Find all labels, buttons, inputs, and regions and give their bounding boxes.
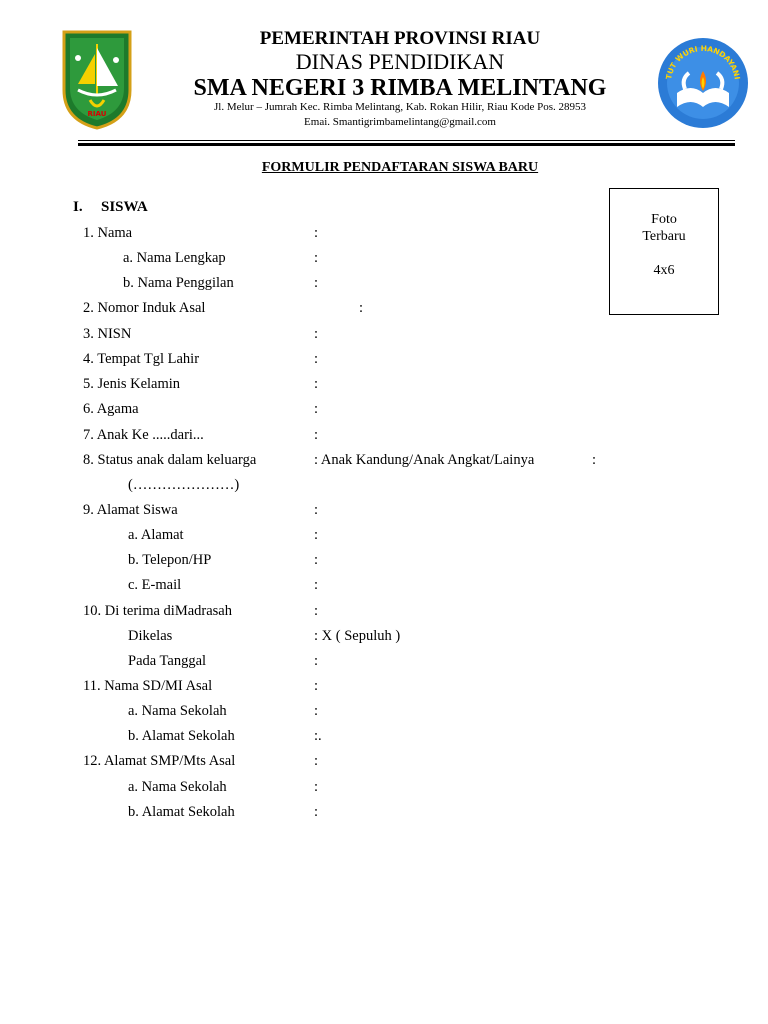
svg-text:RIAU: RIAU [87,110,107,118]
row-colon: : [314,804,319,820]
row-colon: : [314,427,319,443]
row-colon: : [314,502,319,518]
row-colon: : [314,351,319,367]
header-divider-thin [78,140,735,141]
row-label: 4. Tempat Tgl Lahir [83,351,200,367]
row-label: b. Alamat Sekolah [128,804,235,820]
row-label: (…………………) [128,477,240,493]
row-colon: : [314,326,319,342]
section-number: I. [73,199,83,215]
row-label: 5. Jenis Kelamin [83,376,181,392]
section-title [73,199,148,216]
photo-box-line2: Terbaru [642,229,686,244]
row-label: Dikelas [128,628,173,644]
row-label: 2. Nomor Induk Asal [83,300,206,316]
row-label: a. Nama Sekolah [128,779,227,795]
row-colon: : [314,577,319,593]
row-label: b. Telepon/HP [128,552,212,568]
row-colon: : [314,753,319,769]
row-label: 3. NISN [83,326,132,342]
row-extra-colon: : [592,452,597,468]
header-address: Jl. Melur – Jumrah Kec. Rimba Melintang, Kab. Rokan Hilir, Riau Kode Pos. 28953 [214,101,586,113]
row-label: a. Nama Sekolah [128,703,227,719]
row-label: 11. Nama SD/MI Asal [83,678,213,694]
row-label: 6. Agama [83,401,139,417]
row-colon: : [314,376,319,392]
header-email: Emai. Smantigrimbamelintang@gmail.com [304,116,496,128]
row-colon: : [314,527,319,543]
row-colon: : [314,401,319,417]
row-label: 7. Anak Ke .....dari... [83,427,204,443]
row-colon: : [314,225,319,241]
row-label: Pada Tanggal [128,653,207,669]
row-colon: : [314,779,319,795]
row-colon: : [314,703,319,719]
photo-box-line1: Foto [651,212,677,227]
row-label: 1. Nama [83,225,133,241]
header-government-title: PEMERINTAH PROVINSI RIAU [259,28,541,49]
row-colon: : [359,300,364,316]
row-colon: : [314,552,319,568]
row-label: a. Alamat [128,527,184,543]
photo-box-line3: 4x6 [653,263,675,278]
row-label: 12. Alamat SMP/Mts Asal [83,753,236,769]
row-label: b. Alamat Sekolah [128,728,235,744]
row-label: 10. Di terima diMadrasah [83,603,232,619]
row-colon: : [314,275,319,291]
header-department-title: DINAS PENDIDIKAN [295,49,505,74]
row-colon: : [314,250,319,266]
row-colon: : [314,678,319,694]
row-label: c. E-mail [128,577,182,593]
section-name: SISWA [101,199,148,215]
row-label: 8. Status anak dalam keluarga [83,452,257,468]
row-value: : Anak Kandung/Anak Angkat/Lainya [314,452,535,468]
row-colon: : [314,603,319,619]
row-label: a. Nama Lengkap [123,250,226,266]
svg-text:TUT WURI HANDAYANI: TUT WURI HANDAYANI [664,43,742,81]
row-label: b. Nama Penggilan [123,275,234,291]
row-colon: : [314,653,319,669]
header-divider-thick [78,143,735,146]
row-label: 9. Alamat Siswa [83,502,178,518]
header-school-name: SMA NEGERI 3 RIMBA MELINTANG [193,75,607,101]
photo-placeholder-box [609,188,719,315]
form-title: FORMULIR PENDAFTARAN SISWA BARU [261,160,539,175]
row-value: : X ( Sepuluh ) [314,628,401,644]
row-colon: :. [314,728,322,744]
